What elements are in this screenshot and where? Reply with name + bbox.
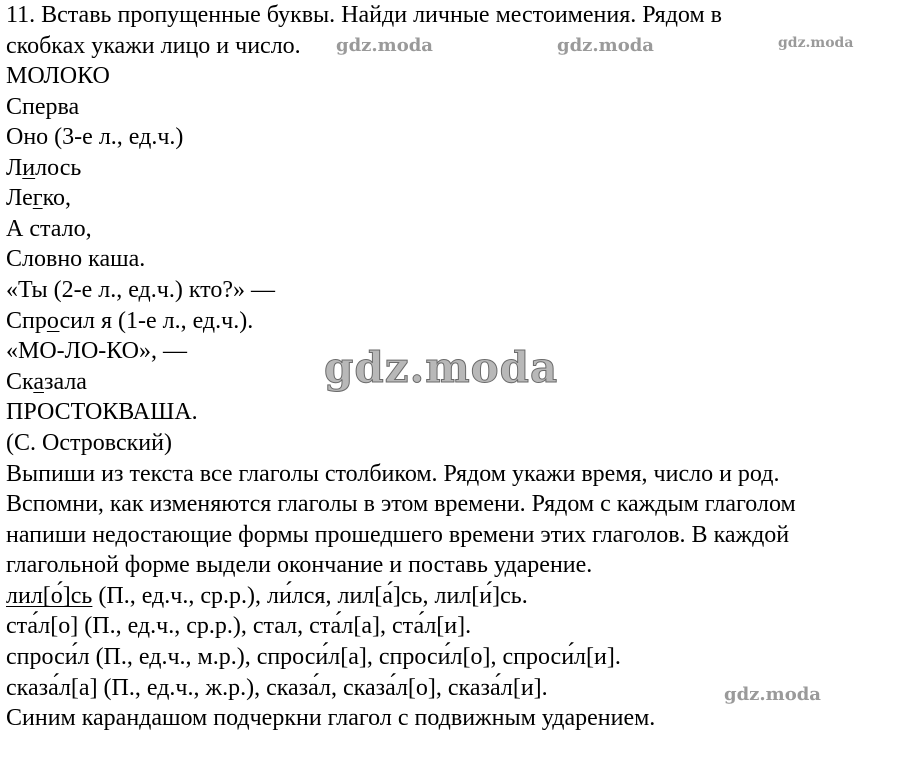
answer-line: ста́л[о] (П., ед.ч., ср.р.), стал, ста́л[а], ста́л[и]. [6,613,472,639]
task2-line: Вспомни, как изменяются глаголы в этом времени. Рядом с каждым глаголом [6,491,796,517]
task2-line: глагольной форме выдели окончание и поставь ударение. [6,552,593,578]
poem-line: Сперва [6,94,80,120]
task2-line: напиши недостающие формы прошедшего времени этих глаголов. В каждой [6,522,790,548]
task-line-2: скобках укажи лицо и число. [6,33,301,59]
poem-line: «Ты (2-е л., ед.ч.) кто?» — [6,277,275,303]
watermark: gdz.moda [557,35,654,56]
inserted-letter: и [22,155,36,181]
task-line-1: 11. Вставь пропущенные буквы. Найди личные местоимения. Рядом в [6,2,722,28]
poem-line: Лилось [6,155,82,181]
watermark: gdz.moda [778,35,854,51]
watermark: gdz.moda [336,35,433,56]
underlined-verb: лил[о́]сь [6,583,93,609]
poem-line: А стало, [6,216,92,242]
poem-author: (С. Островский) [6,430,172,456]
inserted-letter: г [32,185,43,211]
answer-line: спроси́л (П., ед.ч., м.р.), спроси́л[а], спроси́л[о], спроси́л[и]. [6,644,621,670]
watermark: gdz.moda [324,343,559,392]
task2-line: Выпиши из текста все глаголы столбиком. Рядом укажи время, число и род. [6,461,780,487]
inserted-letter: а [33,369,44,395]
answer-line: лил[о́]сь (П., ед.ч., ср.р.), ли́лся, лил[а́]сь, лил[и́]сь. [6,583,528,609]
watermark: gdz.moda [724,684,821,705]
poem-line: ПРОСТОКВАША. [6,399,198,425]
poem-line: Словно каша. [6,246,146,272]
poem-line: Спросил я (1-е л., ед.ч.). [6,308,254,334]
answer-line: сказа́л[а] (П., ед.ч., ж.р.), сказа́л, сказа́л[о], сказа́л[и]. [6,675,548,701]
poem-line: Сказала [6,369,87,395]
poem-line: Оно (3-е л., ед.ч.) [6,124,184,150]
poem-line: «МО-ЛО-КО», — [6,338,188,364]
final-line: Синим карандашом подчеркни глагол с подвижным ударением. [6,705,656,731]
inserted-letter: о [46,308,60,334]
poem-line: МОЛОКО [6,63,110,89]
poem-line: Легко, [6,185,72,211]
